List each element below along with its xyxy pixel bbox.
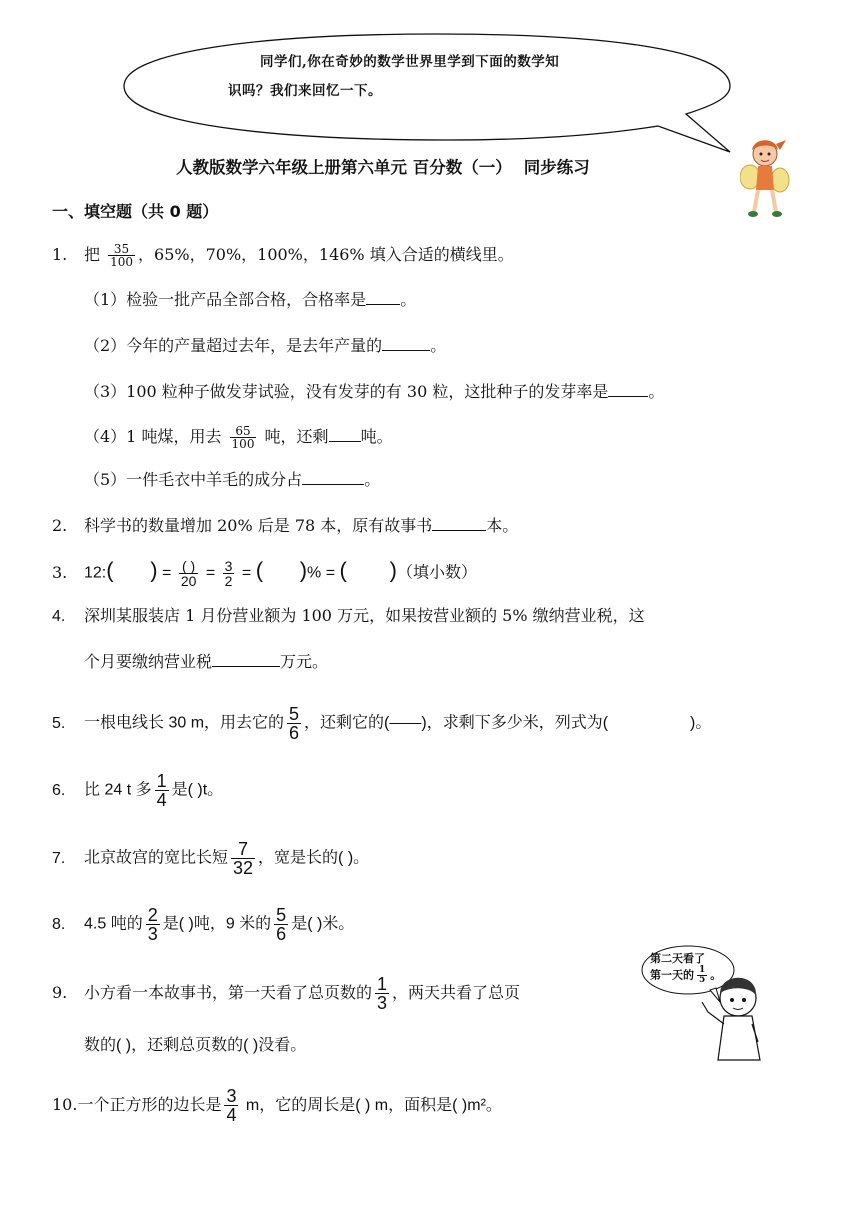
page-title <box>176 154 590 178</box>
question-5: 5. 一根电线长 30 m，用去它的 $\frac{5}{6}$ ，还剩它的(——)，求剩下多少米，列式为( )。 <box>52 704 712 743</box>
fraction: $\frac{65}{100}$ <box>231 424 255 451</box>
question-9-line-2: 数的( )，还剩总页数的( )没看。 <box>84 1037 307 1054</box>
question-2: 2. 科学书的数量增加 20% 后是 78 本，原有故事书 本。 <box>52 516 519 535</box>
question-1-part-4: （4）1 吨煤，用去 $\frac{65}{100}$ 吨，还剩 吨。 <box>84 424 393 451</box>
answer-blank[interactable] <box>432 516 486 531</box>
fraction: $\frac{( )}{20}$ <box>180 558 197 589</box>
answer-blank[interactable] <box>212 652 280 667</box>
question-4-line-2: 个月要缴纳营业税 万元。 <box>84 652 329 671</box>
fraction: $\frac{1}{5}$ <box>699 965 706 985</box>
answer-blank[interactable] <box>329 427 361 442</box>
question-1: 1. 把 $\frac{35}{100}$ ，65%，70%，100%，146% 填入合适的横线里。 <box>52 242 514 269</box>
title-main: 人教版数学六年级上册第六单元 百分数（一） <box>176 158 512 177</box>
title-sub: 同步练习 <box>523 158 590 177</box>
question-4: 4. 深圳某服装店 1 月份营业额为 100 万元，如果按营业额的 5% 缴纳营业税，这 <box>52 606 645 625</box>
question-9: 9. 小方看一本故事书，第一天看了总页数的 $\frac{1}{3}$ ，两天共看了总页 <box>52 974 521 1013</box>
question-1-part-1: （1）检验一批产品全部合格，合格率是 。 <box>84 290 417 309</box>
fraction: $\frac{7}{32}$ <box>233 839 254 878</box>
question-3: 3. 12:( ) = $\frac{( )}{20}$ = $\frac{3}{2}$ = ( )% = ( )（填小数） <box>52 557 477 589</box>
question-1-part-3: （3）100 粒种子做发芽试验，没有发芽的有 30 粒，这批种子的发芽率是 。 <box>84 382 665 401</box>
fraction: $\frac{5}{6}$ <box>289 704 300 743</box>
answer-blank[interactable] <box>382 336 430 351</box>
girl-bubble-line-2: 第一天的 $\frac{1}{5}$ 。 <box>650 965 722 985</box>
bubble-line-1: 同学们,你在奇妙的数学世界里学到下面的数学知 <box>260 54 560 70</box>
fraction: $\frac{2}{3}$ <box>147 905 158 944</box>
answer-blank[interactable] <box>366 290 400 305</box>
question-8: 8. 4.5 吨的 $\frac{2}{3}$ 是( )吨，9 米的 $\frac{5}{6}$ 是( )米。 <box>52 905 355 944</box>
question-10: 10.一个正方形的边长是 $\frac{3}{4}$ m，它的周长是( ) m，面积是( )m²。 <box>52 1086 502 1125</box>
question-1-part-2: （2）今年的产量超过去年，是去年产量的 。 <box>84 336 447 355</box>
answer-blank[interactable] <box>302 470 364 485</box>
fraction: $\frac{1}{4}$ <box>156 771 167 810</box>
question-6: 6. 比 24 t 多 $\frac{1}{4}$ 是( )t。 <box>52 771 224 810</box>
girl-bubble-line-1: 第二天看了 <box>650 952 705 965</box>
fraction: $\frac{5}{6}$ <box>276 905 287 944</box>
fraction: $\frac{1}{3}$ <box>377 974 388 1013</box>
fairy-illustration <box>740 132 790 222</box>
speech-bubble <box>118 28 738 158</box>
fraction: $\frac{3}{4}$ <box>226 1086 237 1125</box>
question-7: 7. 北京故宫的宽比长短 $\frac{7}{32}$ ，宽是长的( )。 <box>52 839 370 878</box>
section-header: 一、填空题（共 0 题） <box>52 202 219 221</box>
bubble-line-2: 识吗？我们来回忆一下。 <box>228 83 382 99</box>
fraction: $\frac{35}{100}$ <box>110 242 134 269</box>
question-1-part-5: （5）一件毛衣中羊毛的成分占 。 <box>84 470 381 489</box>
answer-blank[interactable] <box>608 382 648 397</box>
fraction: $\frac{3}{2}$ <box>224 558 233 589</box>
